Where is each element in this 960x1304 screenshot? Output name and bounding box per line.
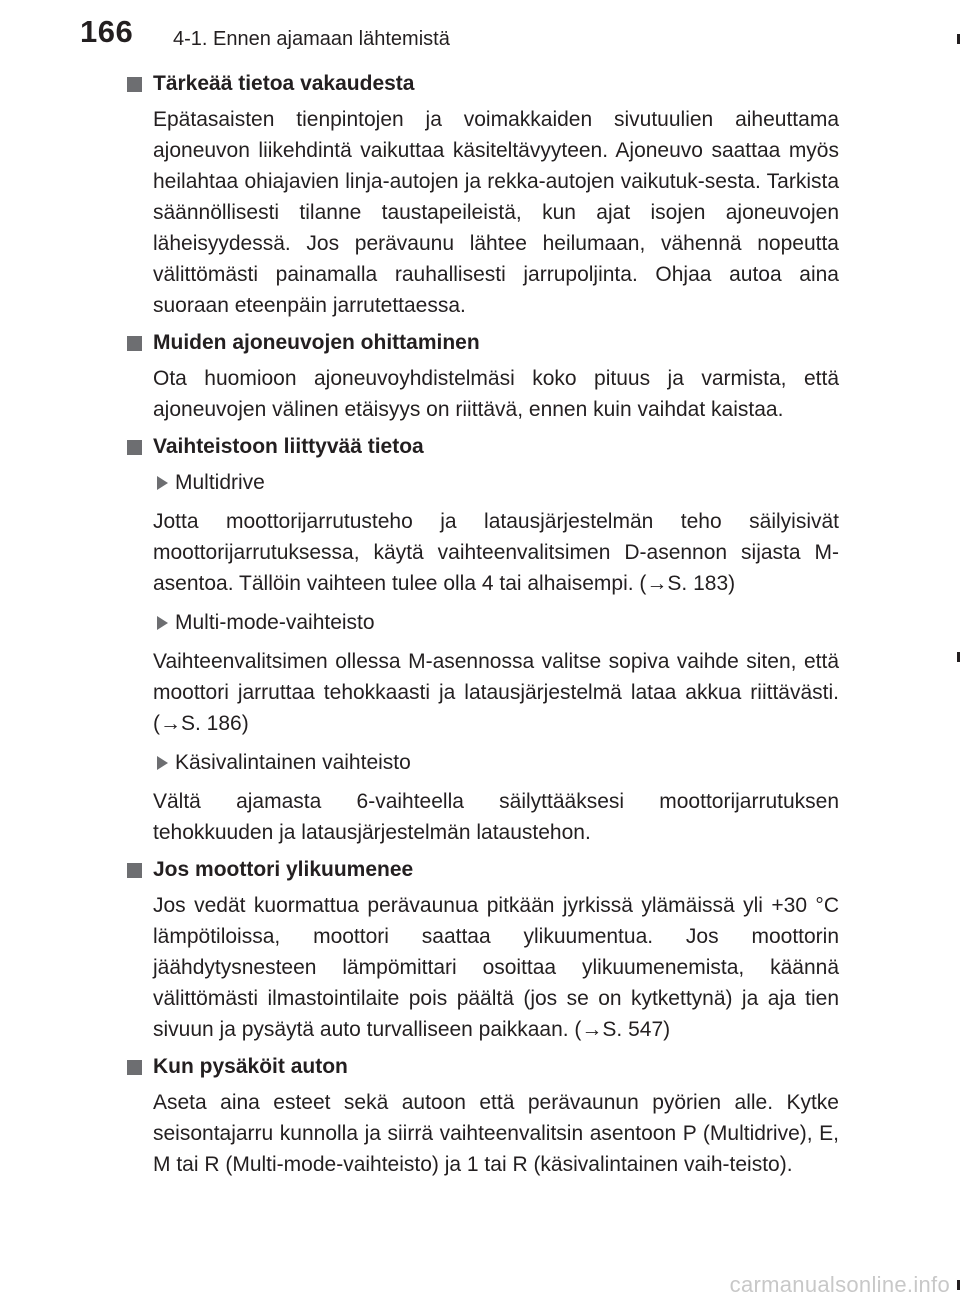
square-bullet-icon bbox=[127, 1060, 142, 1075]
subsection-label bbox=[153, 747, 839, 778]
triangle-bullet-icon bbox=[157, 616, 168, 630]
triangle-bullet-icon bbox=[157, 476, 168, 490]
section-body: Epätasaisten tienpintojen ja voimakkaiden sivutuulien aiheuttama ajoneuvon liikehdintä vaikuttaa käsiteltävyyteen. Ajoneuvo saattaa myös heilahtaa ohiajavien linja-autojen ja rekka-autojen vaikutuk-sesta. Tarkista säännöllisesti tilanne taustapeileistä, kun ajat isojen ajoneuvojen läheisyydessä. Jos perävaunu lähtee heilumaan, vähennä nopeutta välittömästi painamalla rauhallisesti jarrupoljinta. Ohjaa autoa aina suoraan eteenpäin jarrutettaessa. bbox=[153, 108, 839, 317]
section-overheating bbox=[125, 856, 839, 1045]
section-heading bbox=[125, 856, 839, 884]
section-heading-text: Muiden ajoneuvojen ohittaminen bbox=[153, 331, 480, 354]
watermark: carmanualsonline.info bbox=[729, 1272, 950, 1297]
section-heading bbox=[125, 329, 839, 357]
subsection-body: Vaihteenvalitsimen ollessa M-asennossa valitse sopiva vaihde siten, että moottori jarruttaa tehokkaasti ja latausjärjestelmä lataa akkua riittävästi. (→S. 186) bbox=[153, 650, 839, 735]
square-bullet-icon bbox=[127, 336, 142, 351]
square-bullet-icon bbox=[127, 863, 142, 878]
subsection-label-text: Käsivalintainen vaihteisto bbox=[175, 751, 411, 774]
section-parking bbox=[125, 1053, 839, 1180]
square-bullet-icon bbox=[127, 77, 142, 92]
section-body: Jos vedät kuormattua perävaunua pitkään jyrkissä ylämäissä yli +30 °C lämpötiloissa, moottori saattaa ylikuumentua. Jos moottorin jäähdytysnesteen lämpömittari osoittaa ylikuumenemista, käännä välittömästi ilmastointilaite pois päältä (jos se on kytkettynä) ja aja tien sivuun ja pysäytä auto turvalliseen paikkaan. (→S. 547) bbox=[153, 894, 839, 1041]
page-content bbox=[125, 70, 839, 1188]
section-heading-text: Kun pysäköit auton bbox=[153, 1055, 348, 1078]
section-heading-text: Tärkeää tietoa vakaudesta bbox=[153, 72, 415, 95]
section-heading bbox=[125, 70, 839, 98]
section-body: Aseta aina esteet sekä autoon että perävaunun pyörien alle. Kytke seisontajarru kunnolla ja siirrä vaihteenvalitsin asentoon P (Multidrive), E, M tai R (Multi-mode-vaihteisto) ja 1 tai R (käsivalintainen vaih-teisto). bbox=[153, 1091, 839, 1176]
section-body: Ota huomioon ajoneuvoyhdistelmäsi koko pituus ja varmista, että ajoneuvojen välinen etäisyys on riittävä, ennen kuin vaihdat kaistaa. bbox=[153, 367, 839, 421]
subsection-label-text: Multi-mode-vaihteisto bbox=[175, 611, 375, 634]
section-overtaking bbox=[125, 329, 839, 425]
subsection-body: Vältä ajamasta 6-vaihteella säilyttääksesi moottorijarrutuksen tehokkuuden ja latausjärjestelmän lataustehon. bbox=[153, 790, 839, 844]
page-number: 166 bbox=[80, 14, 134, 49]
section-heading-text: Vaihteistoon liittyvää tietoa bbox=[153, 435, 424, 458]
section-stability bbox=[125, 70, 839, 321]
section-heading bbox=[125, 1053, 839, 1081]
subsection-body: Jotta moottorijarrutusteho ja latausjärjestelmän teho säilyisivät moottorijarrutuksessa, käytä vaihteenvalitsimen D-asennon sijasta M-asentoa. Tällöin vaihteen tulee olla 4 tai alhaisempi. (→S. 183) bbox=[153, 510, 839, 595]
subsection-label bbox=[153, 467, 839, 498]
chapter-title: 4-1. Ennen ajamaan lähtemistä bbox=[173, 28, 450, 50]
section-heading-text: Jos moottori ylikuumenee bbox=[153, 858, 414, 881]
section-heading bbox=[125, 433, 839, 461]
triangle-bullet-icon bbox=[157, 756, 168, 770]
subsection-label-text: Multidrive bbox=[175, 471, 265, 494]
section-transmission bbox=[125, 433, 839, 848]
square-bullet-icon bbox=[127, 440, 142, 455]
subsection-label bbox=[153, 607, 839, 638]
